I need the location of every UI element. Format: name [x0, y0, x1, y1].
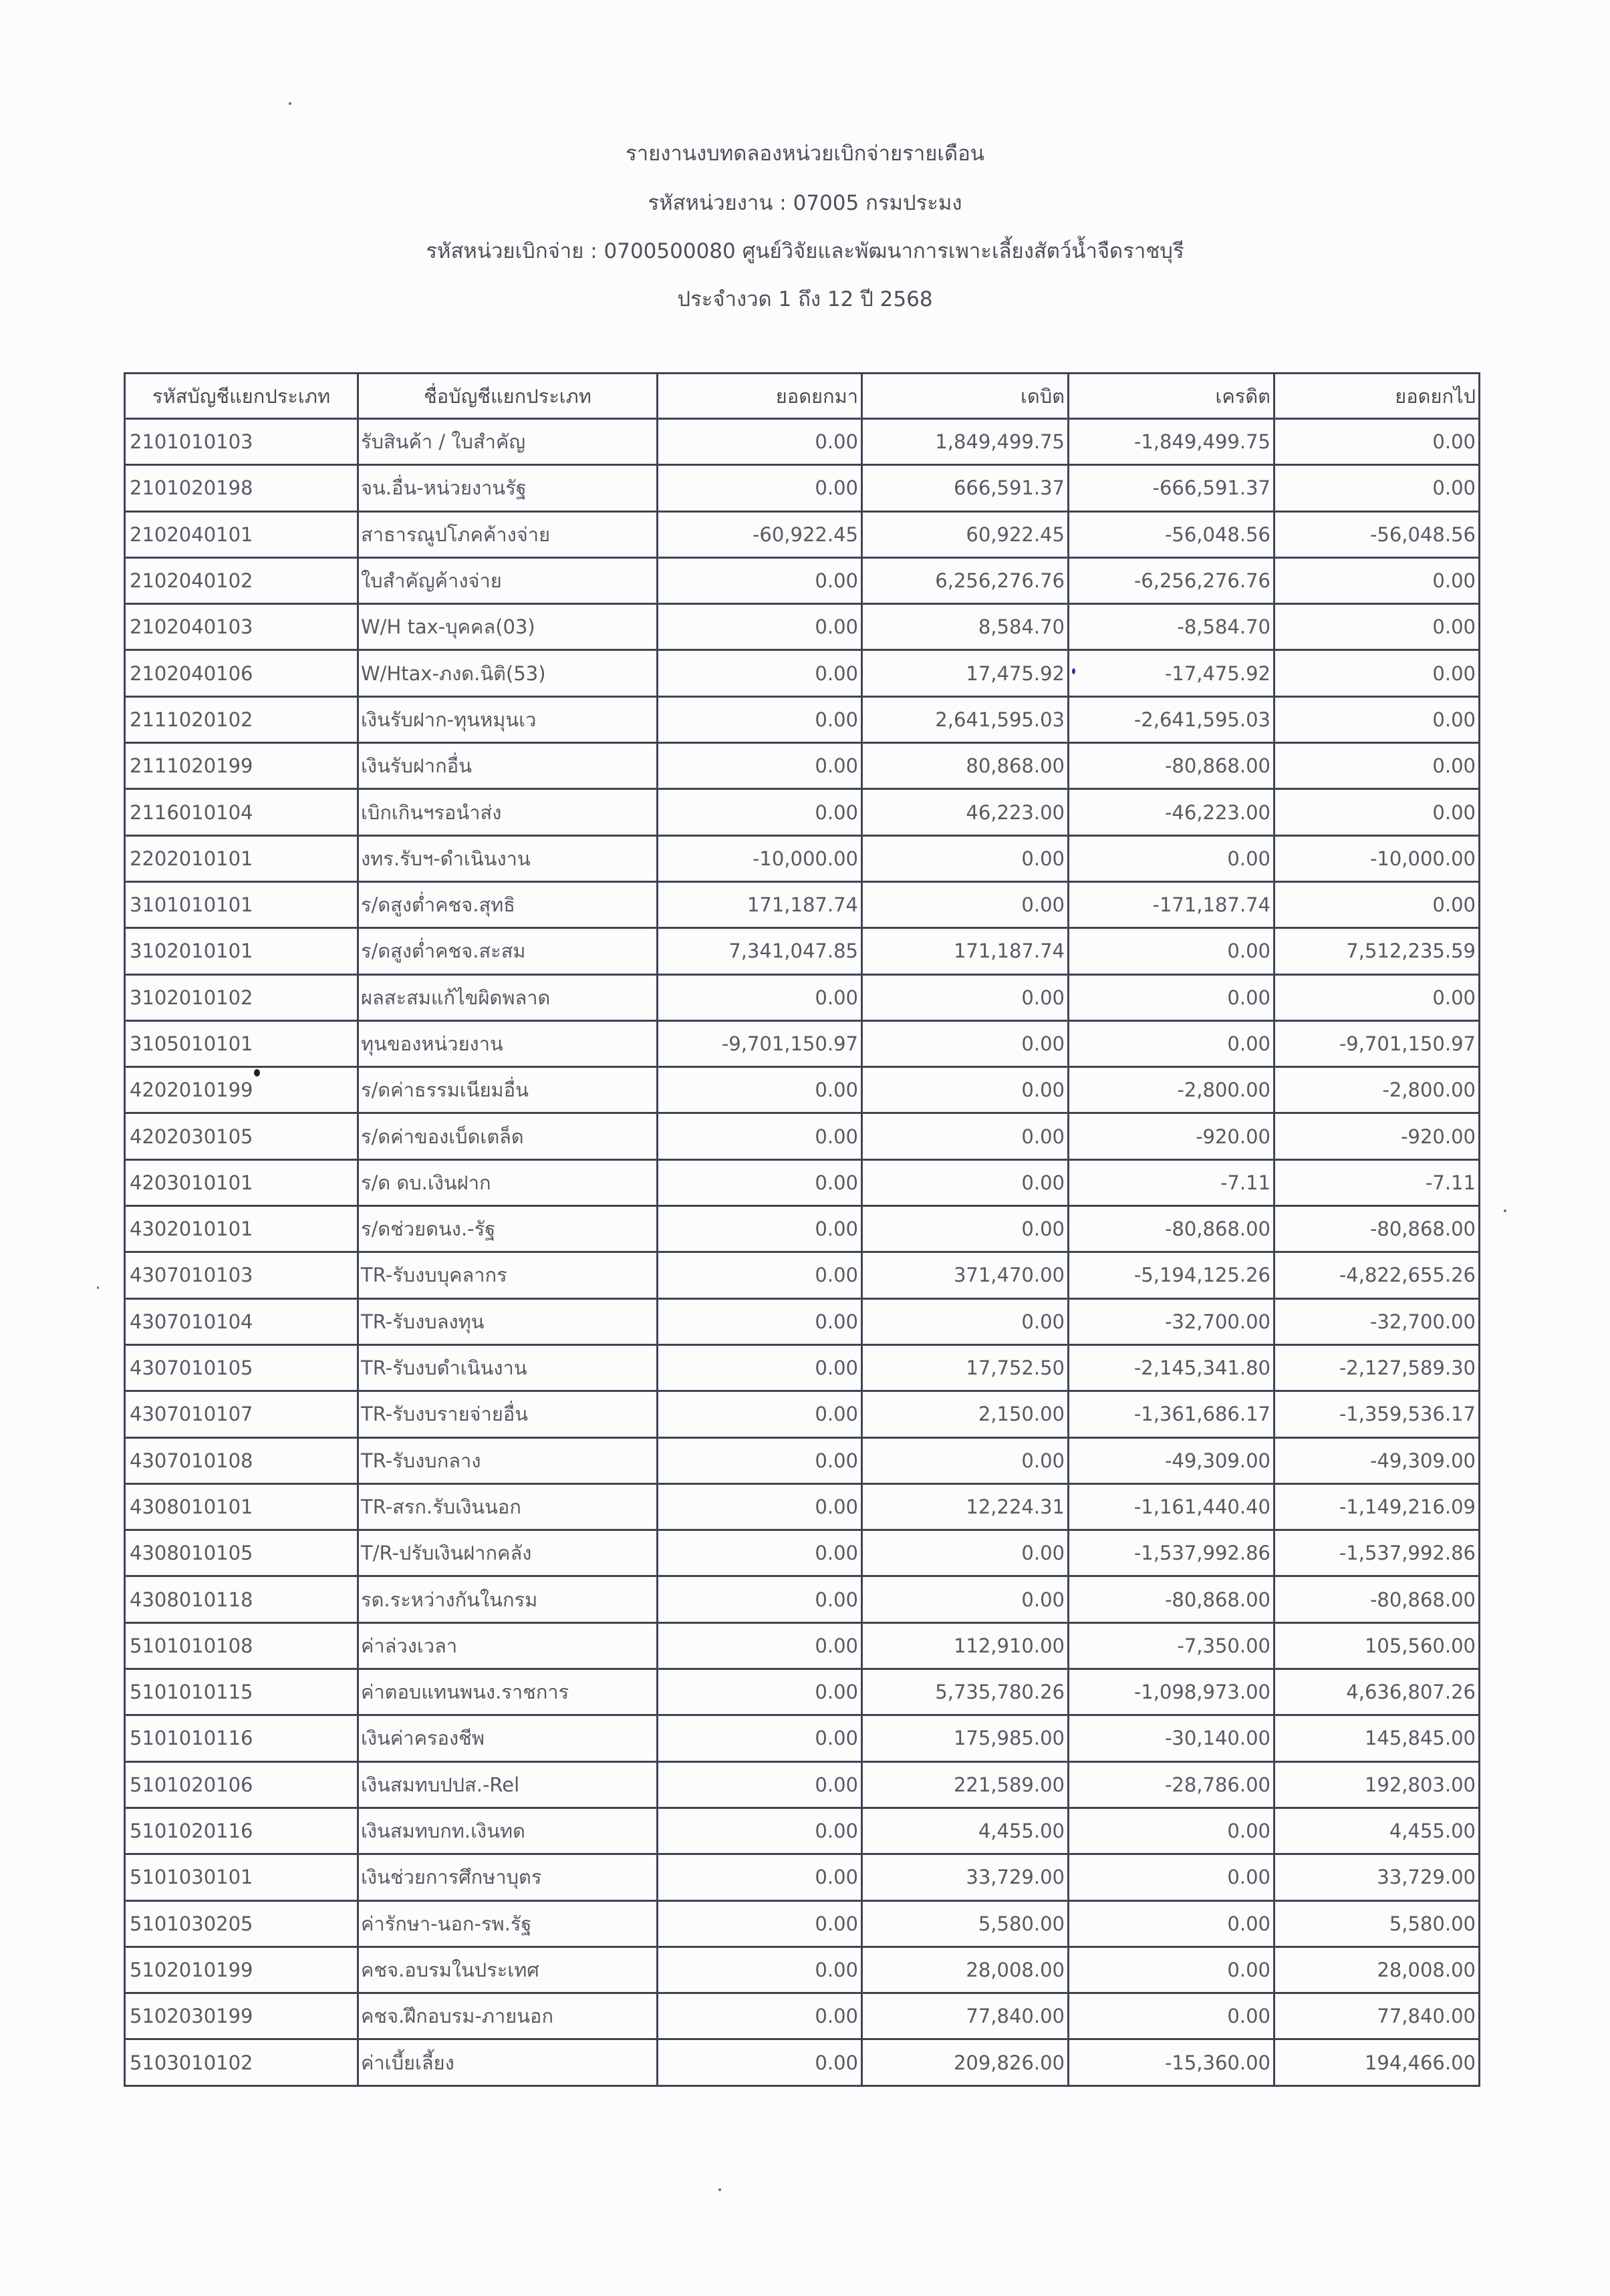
cell-credit: -1,537,992.86 — [1069, 1530, 1274, 1576]
cell-debit: 2,150.00 — [862, 1391, 1069, 1437]
cell-opening-balance: 0.00 — [658, 1576, 862, 1622]
cell-opening-balance: 0.00 — [658, 1854, 862, 1900]
agency-line: รหัสหน่วยงาน : 07005 กรมประมง — [648, 191, 962, 215]
table-row — [125, 1067, 1480, 1113]
table-row — [125, 1437, 1480, 1483]
cell-account-name: เงินช่วยการศึกษาบุตร — [358, 1854, 658, 1900]
table-header-row — [125, 374, 1480, 419]
cell-closing-balance: 77,840.00 — [1274, 1993, 1480, 2039]
cell-account-code: 4203010101 — [125, 1159, 358, 1205]
cell-closing-balance: 4,636,807.26 — [1274, 1669, 1480, 1715]
cell-account-name: ค่าเบี้ยเลี้ยง — [358, 2039, 658, 2086]
cell-account-code: 2102040102 — [125, 557, 358, 603]
table-row — [125, 1252, 1480, 1298]
column-header-opening-balance: ยอดยกมา — [658, 374, 862, 419]
cell-credit: -1,361,686.17 — [1069, 1391, 1274, 1437]
cell-account-name: รับสินค้า / ใบสำคัญ — [358, 419, 658, 465]
table-row — [125, 1993, 1480, 2039]
cell-account-code: 3102010102 — [125, 974, 358, 1020]
cell-debit: 5,735,780.26 — [862, 1669, 1069, 1715]
cell-opening-balance: 0.00 — [658, 743, 862, 789]
cell-opening-balance: 0.00 — [658, 1391, 862, 1437]
cell-account-name: TR-รับงบดำเนินงาน — [358, 1344, 658, 1391]
cell-closing-balance: -7.11 — [1274, 1159, 1480, 1205]
cell-opening-balance: 7,341,047.85 — [658, 928, 862, 974]
cell-account-name: ทุนของหน่วยงาน — [358, 1020, 658, 1066]
table-row — [125, 1947, 1480, 1993]
table-row — [125, 2039, 1480, 2086]
table-row — [125, 1669, 1480, 1715]
table-row — [125, 696, 1480, 742]
cell-credit: 0.00 — [1069, 974, 1274, 1020]
cell-opening-balance: 0.00 — [658, 1344, 862, 1391]
cell-debit: 8,584.70 — [862, 604, 1069, 650]
table-row — [125, 1900, 1480, 1947]
cell-closing-balance: -80,868.00 — [1274, 1206, 1480, 1252]
cell-credit: -171,187.74 — [1069, 881, 1274, 927]
cell-debit: 0.00 — [862, 974, 1069, 1020]
table-row — [125, 419, 1480, 465]
cell-credit: -1,098,973.00 — [1069, 1669, 1274, 1715]
cell-debit: 12,224.31 — [862, 1483, 1069, 1530]
cell-account-name: ร/ดสูงต่ำคชจ.สุทธิ — [358, 881, 658, 927]
cell-account-name: ผลสะสมแก้ไขผิดพลาด — [358, 974, 658, 1020]
cell-debit: 60,922.45 — [862, 511, 1069, 557]
cell-credit: -46,223.00 — [1069, 789, 1274, 835]
cell-debit: 1,849,499.75 — [862, 419, 1069, 465]
cell-account-name: งทร.รับฯ-ดำเนินงาน — [358, 835, 658, 881]
cell-debit: 0.00 — [862, 1113, 1069, 1159]
table-row — [125, 928, 1480, 974]
cell-opening-balance: 0.00 — [658, 1530, 862, 1576]
cell-credit: -1,849,499.75 — [1069, 419, 1274, 465]
cell-account-code: 4307010105 — [125, 1344, 358, 1391]
cell-closing-balance: 105,560.00 — [1274, 1622, 1480, 1669]
report-title: รายงานงบทดลองหน่วยเบิกจ่ายรายเดือน — [626, 142, 984, 166]
cell-credit: -17,475.92 — [1069, 650, 1274, 696]
cell-debit: 0.00 — [862, 835, 1069, 881]
cell-account-code: 2101010103 — [125, 419, 358, 465]
cell-account-code: 2101020198 — [125, 465, 358, 511]
cell-opening-balance: 0.00 — [658, 1206, 862, 1252]
cell-debit: 0.00 — [862, 1067, 1069, 1113]
cell-credit: -32,700.00 — [1069, 1298, 1274, 1344]
table-row — [125, 604, 1480, 650]
cell-account-code: 2111020102 — [125, 696, 358, 742]
cell-closing-balance: 0.00 — [1274, 557, 1480, 603]
cell-credit: -5,194,125.26 — [1069, 1252, 1274, 1298]
cell-credit: -80,868.00 — [1069, 1206, 1274, 1252]
cell-debit: 371,470.00 — [862, 1252, 1069, 1298]
cell-opening-balance: 0.00 — [658, 1715, 862, 1761]
table-row — [125, 557, 1480, 603]
cell-credit: -1,161,440.40 — [1069, 1483, 1274, 1530]
cell-opening-balance: 0.00 — [658, 1947, 862, 1993]
cell-debit: 5,580.00 — [862, 1900, 1069, 1947]
cell-closing-balance: -2,800.00 — [1274, 1067, 1480, 1113]
disbursing-unit-line: รหัสหน่วยเบิกจ่าย : 0700500080 ศูนย์วิจัยและพัฒนาการเพาะเลี้ยงสัตว์น้ำจืดราชบุรี — [426, 239, 1184, 263]
cell-credit: 0.00 — [1069, 1900, 1274, 1947]
table-row — [125, 1206, 1480, 1252]
cell-account-name: ค่าตอบแทนพนง.ราชการ — [358, 1669, 658, 1715]
cell-credit: 0.00 — [1069, 1854, 1274, 1900]
cell-credit: -666,591.37 — [1069, 465, 1274, 511]
cell-opening-balance: 0.00 — [658, 1113, 862, 1159]
table-row — [125, 974, 1480, 1020]
table-row — [125, 835, 1480, 881]
cell-debit: 0.00 — [862, 1437, 1069, 1483]
cell-account-name: ค่ารักษา-นอก-รพ.รัฐ — [358, 1900, 658, 1947]
cell-account-name: ร/ดช่วยดนง.-รัฐ — [358, 1206, 658, 1252]
cell-account-code: 4307010108 — [125, 1437, 358, 1483]
cell-opening-balance: -10,000.00 — [658, 835, 862, 881]
cell-debit: 0.00 — [862, 1159, 1069, 1205]
cell-account-code: 2116010104 — [125, 789, 358, 835]
cell-opening-balance: 0.00 — [658, 419, 862, 465]
cell-opening-balance: 0.00 — [658, 1483, 862, 1530]
cell-debit: 0.00 — [862, 1298, 1069, 1344]
cell-credit: 0.00 — [1069, 1993, 1274, 2039]
cell-account-name: TR-รับงบกลาง — [358, 1437, 658, 1483]
cell-credit: -8,584.70 — [1069, 604, 1274, 650]
cell-credit: -49,309.00 — [1069, 1437, 1274, 1483]
cell-closing-balance: -1,537,992.86 — [1274, 1530, 1480, 1576]
cell-account-code: 4307010103 — [125, 1252, 358, 1298]
cell-account-name: จน.อื่น-หน่วยงานรัฐ — [358, 465, 658, 511]
cell-account-name: เงินสมทบกท.เงินทด — [358, 1808, 658, 1854]
cell-account-name: T/R-ปรับเงินฝากคลัง — [358, 1530, 658, 1576]
cell-account-name: เงินค่าครองชีพ — [358, 1715, 658, 1761]
cell-opening-balance: 0.00 — [658, 974, 862, 1020]
scan-speck — [718, 2188, 721, 2191]
cell-opening-balance: 0.00 — [658, 1437, 862, 1483]
cell-closing-balance: 33,729.00 — [1274, 1854, 1480, 1900]
column-header-closing-balance: ยอดยกไป — [1274, 374, 1480, 419]
cell-closing-balance: -80,868.00 — [1274, 1576, 1480, 1622]
cell-account-name: เงินรับฝากอื่น — [358, 743, 658, 789]
cell-opening-balance: 0.00 — [658, 465, 862, 511]
cell-account-name: ร/ดค่าของเบ็ดเตล็ด — [358, 1113, 658, 1159]
cell-closing-balance: 145,845.00 — [1274, 1715, 1480, 1761]
cell-debit: 28,008.00 — [862, 1947, 1069, 1993]
cell-account-name: TR-รับงบลงทุน — [358, 1298, 658, 1344]
scan-speck — [289, 102, 291, 105]
table-row — [125, 1761, 1480, 1808]
cell-credit: -2,641,595.03 — [1069, 696, 1274, 742]
table-row — [125, 1113, 1480, 1159]
cell-opening-balance: 0.00 — [658, 1993, 862, 2039]
cell-closing-balance: 0.00 — [1274, 789, 1480, 835]
table-row — [125, 1808, 1480, 1854]
cell-account-name: ร/ด ดบ.เงินฝาก — [358, 1159, 658, 1205]
cell-credit: -2,145,341.80 — [1069, 1344, 1274, 1391]
table-row — [125, 1391, 1480, 1437]
cell-account-code: 3101010101 — [125, 881, 358, 927]
cell-closing-balance: 0.00 — [1274, 881, 1480, 927]
cell-credit: -6,256,276.76 — [1069, 557, 1274, 603]
cell-account-name: TR-รับงบรายจ่ายอื่น — [358, 1391, 658, 1437]
cell-account-name: W/Htax-ภงด.นิติ(53) — [358, 650, 658, 696]
cell-account-code: 5101030101 — [125, 1854, 358, 1900]
cell-debit: 175,985.00 — [862, 1715, 1069, 1761]
cell-debit: 666,591.37 — [862, 465, 1069, 511]
cell-opening-balance: 171,187.74 — [658, 881, 862, 927]
cell-opening-balance: 0.00 — [658, 1761, 862, 1808]
column-header-account-code: รหัสบัญชีแยกประเภท — [125, 374, 358, 419]
cell-account-code: 3102010101 — [125, 928, 358, 974]
cell-account-code: 5101010116 — [125, 1715, 358, 1761]
cell-credit: -920.00 — [1069, 1113, 1274, 1159]
cell-account-code: 4308010105 — [125, 1530, 358, 1576]
cell-debit: 2,641,595.03 — [862, 696, 1069, 742]
cell-credit: -7,350.00 — [1069, 1622, 1274, 1669]
cell-opening-balance: 0.00 — [658, 1298, 862, 1344]
table-row — [125, 1854, 1480, 1900]
cell-closing-balance: 0.00 — [1274, 465, 1480, 511]
cell-debit: 171,187.74 — [862, 928, 1069, 974]
cell-closing-balance: 192,803.00 — [1274, 1761, 1480, 1808]
cell-debit: 33,729.00 — [862, 1854, 1069, 1900]
cell-credit: -2,800.00 — [1069, 1067, 1274, 1113]
cell-account-code: 2102040103 — [125, 604, 358, 650]
cell-debit: 46,223.00 — [862, 789, 1069, 835]
cell-account-name: คชจ.อบรมในประเทศ — [358, 1947, 658, 1993]
trial-balance-table — [124, 372, 1480, 2087]
cell-account-code: 5101020116 — [125, 1808, 358, 1854]
table-row — [125, 1020, 1480, 1066]
cell-closing-balance: -1,149,216.09 — [1274, 1483, 1480, 1530]
cell-credit: -15,360.00 — [1069, 2039, 1274, 2086]
cell-debit: 0.00 — [862, 1020, 1069, 1066]
cell-closing-balance: 5,580.00 — [1274, 1900, 1480, 1947]
table-row — [125, 1576, 1480, 1622]
cell-account-code: 4302010101 — [125, 1206, 358, 1252]
cell-account-name: รด.ระหว่างกันในกรม — [358, 1576, 658, 1622]
cell-credit: 0.00 — [1069, 835, 1274, 881]
cell-opening-balance: 0.00 — [658, 1900, 862, 1947]
cell-closing-balance: 0.00 — [1274, 650, 1480, 696]
cell-opening-balance: 0.00 — [658, 1067, 862, 1113]
cell-debit: 80,868.00 — [862, 743, 1069, 789]
cell-debit: 17,475.92 — [862, 650, 1069, 696]
table-row — [125, 743, 1480, 789]
column-header-debit: เดบิต — [862, 374, 1069, 419]
table-row — [125, 1344, 1480, 1391]
cell-account-name: ร/ดสูงต่ำคชจ.สะสม — [358, 928, 658, 974]
cell-credit: -80,868.00 — [1069, 743, 1274, 789]
cell-opening-balance: 0.00 — [658, 2039, 862, 2086]
cell-credit: 0.00 — [1069, 1808, 1274, 1854]
cell-debit: 0.00 — [862, 1206, 1069, 1252]
cell-closing-balance: 28,008.00 — [1274, 1947, 1480, 1993]
table-row — [125, 650, 1480, 696]
cell-opening-balance: 0.00 — [658, 604, 862, 650]
cell-account-code: 2102040101 — [125, 511, 358, 557]
cell-account-code: 2202010101 — [125, 835, 358, 881]
cell-closing-balance: 0.00 — [1274, 743, 1480, 789]
cell-account-code: 4307010107 — [125, 1391, 358, 1437]
table-row — [125, 1622, 1480, 1669]
scan-speck — [254, 1069, 260, 1077]
cell-account-code: 3105010101 — [125, 1020, 358, 1066]
cell-account-name: เบิกเกินฯรอนำส่ง — [358, 789, 658, 835]
table-row — [125, 881, 1480, 927]
cell-opening-balance: 0.00 — [658, 696, 862, 742]
cell-debit: 221,589.00 — [862, 1761, 1069, 1808]
cell-closing-balance: 7,512,235.59 — [1274, 928, 1480, 974]
cell-opening-balance: 0.00 — [658, 650, 862, 696]
cell-account-code: 5101010115 — [125, 1669, 358, 1715]
table-row — [125, 1530, 1480, 1576]
cell-closing-balance: 0.00 — [1274, 974, 1480, 1020]
cell-debit: 0.00 — [862, 1576, 1069, 1622]
cell-account-code: 5101010108 — [125, 1622, 358, 1669]
cell-closing-balance: -2,127,589.30 — [1274, 1344, 1480, 1391]
table-row — [125, 511, 1480, 557]
cell-credit: -56,048.56 — [1069, 511, 1274, 557]
cell-account-code: 4308010101 — [125, 1483, 358, 1530]
cell-debit: 6,256,276.76 — [862, 557, 1069, 603]
cell-account-name: ใบสำคัญค้างจ่าย — [358, 557, 658, 603]
cell-account-name: เงินสมทบปปส.-Rel — [358, 1761, 658, 1808]
cell-closing-balance: -9,701,150.97 — [1274, 1020, 1480, 1066]
cell-credit: 0.00 — [1069, 1947, 1274, 1993]
cell-account-name: เงินรับฝาก-ทุนหมุนเว — [358, 696, 658, 742]
cell-credit: -28,786.00 — [1069, 1761, 1274, 1808]
table-row — [125, 465, 1480, 511]
cell-closing-balance: -56,048.56 — [1274, 511, 1480, 557]
cell-opening-balance: 0.00 — [658, 1808, 862, 1854]
table-row — [125, 1483, 1480, 1530]
cell-opening-balance: 0.00 — [658, 789, 862, 835]
scan-speck — [1072, 668, 1075, 674]
cell-account-code: 4307010104 — [125, 1298, 358, 1344]
cell-account-name: ค่าล่วงเวลา — [358, 1622, 658, 1669]
cell-debit: 77,840.00 — [862, 1993, 1069, 2039]
cell-credit: 0.00 — [1069, 1020, 1274, 1066]
cell-closing-balance: 194,466.00 — [1274, 2039, 1480, 2086]
cell-credit: -80,868.00 — [1069, 1576, 1274, 1622]
cell-opening-balance: 0.00 — [658, 557, 862, 603]
cell-debit: 112,910.00 — [862, 1622, 1069, 1669]
period-line: ประจำงวด 1 ถึง 12 ปี 2568 — [677, 287, 933, 311]
table-row — [125, 1715, 1480, 1761]
cell-account-name: TR-รับงบบุคลากร — [358, 1252, 658, 1298]
cell-closing-balance: -4,822,655.26 — [1274, 1252, 1480, 1298]
cell-debit: 4,455.00 — [862, 1808, 1069, 1854]
cell-account-name: คชจ.ฝึกอบรม-ภายนอก — [358, 1993, 658, 2039]
cell-closing-balance: 0.00 — [1274, 419, 1480, 465]
column-header-account-name: ชื่อบัญชีแยกประเภท — [358, 374, 658, 419]
cell-account-code: 5102030199 — [125, 1993, 358, 2039]
cell-account-code: 2111020199 — [125, 743, 358, 789]
cell-closing-balance: -1,359,536.17 — [1274, 1391, 1480, 1437]
cell-opening-balance: 0.00 — [658, 1622, 862, 1669]
cell-account-code: 2102040106 — [125, 650, 358, 696]
table-row — [125, 1298, 1480, 1344]
cell-account-code: 4202010199 — [125, 1067, 358, 1113]
cell-closing-balance: 0.00 — [1274, 604, 1480, 650]
cell-opening-balance: 0.00 — [658, 1669, 862, 1715]
table-row — [125, 789, 1480, 835]
cell-debit: 17,752.50 — [862, 1344, 1069, 1391]
cell-account-name: W/H tax-บุคคล(03) — [358, 604, 658, 650]
column-header-credit: เครดิต — [1069, 374, 1274, 419]
cell-closing-balance: -10,000.00 — [1274, 835, 1480, 881]
cell-account-code: 5103010102 — [125, 2039, 358, 2086]
cell-closing-balance: -920.00 — [1274, 1113, 1480, 1159]
cell-account-name: ร/ดค่าธรรมเนียมอื่น — [358, 1067, 658, 1113]
cell-account-code: 5101030205 — [125, 1900, 358, 1947]
cell-account-code: 5101020106 — [125, 1761, 358, 1808]
cell-debit: 0.00 — [862, 1530, 1069, 1576]
cell-debit: 209,826.00 — [862, 2039, 1069, 2086]
cell-opening-balance: -60,922.45 — [658, 511, 862, 557]
cell-closing-balance: 4,455.00 — [1274, 1808, 1480, 1854]
table-row — [125, 1159, 1480, 1205]
scan-speck — [1504, 1209, 1506, 1212]
cell-opening-balance: -9,701,150.97 — [658, 1020, 862, 1066]
cell-account-code: 5102010199 — [125, 1947, 358, 1993]
cell-debit: 0.00 — [862, 881, 1069, 927]
cell-account-name: TR-สรก.รับเงินนอก — [358, 1483, 658, 1530]
cell-credit: -7.11 — [1069, 1159, 1274, 1205]
scan-speck — [97, 1286, 99, 1289]
cell-account-code: 4308010118 — [125, 1576, 358, 1622]
cell-credit: 0.00 — [1069, 928, 1274, 974]
cell-closing-balance: -49,309.00 — [1274, 1437, 1480, 1483]
cell-opening-balance: 0.00 — [658, 1159, 862, 1205]
cell-opening-balance: 0.00 — [658, 1252, 862, 1298]
cell-account-name: สาธารณูปโภคค้างจ่าย — [358, 511, 658, 557]
cell-credit: -30,140.00 — [1069, 1715, 1274, 1761]
cell-closing-balance: 0.00 — [1274, 696, 1480, 742]
cell-closing-balance: -32,700.00 — [1274, 1298, 1480, 1344]
cell-account-code: 4202030105 — [125, 1113, 358, 1159]
